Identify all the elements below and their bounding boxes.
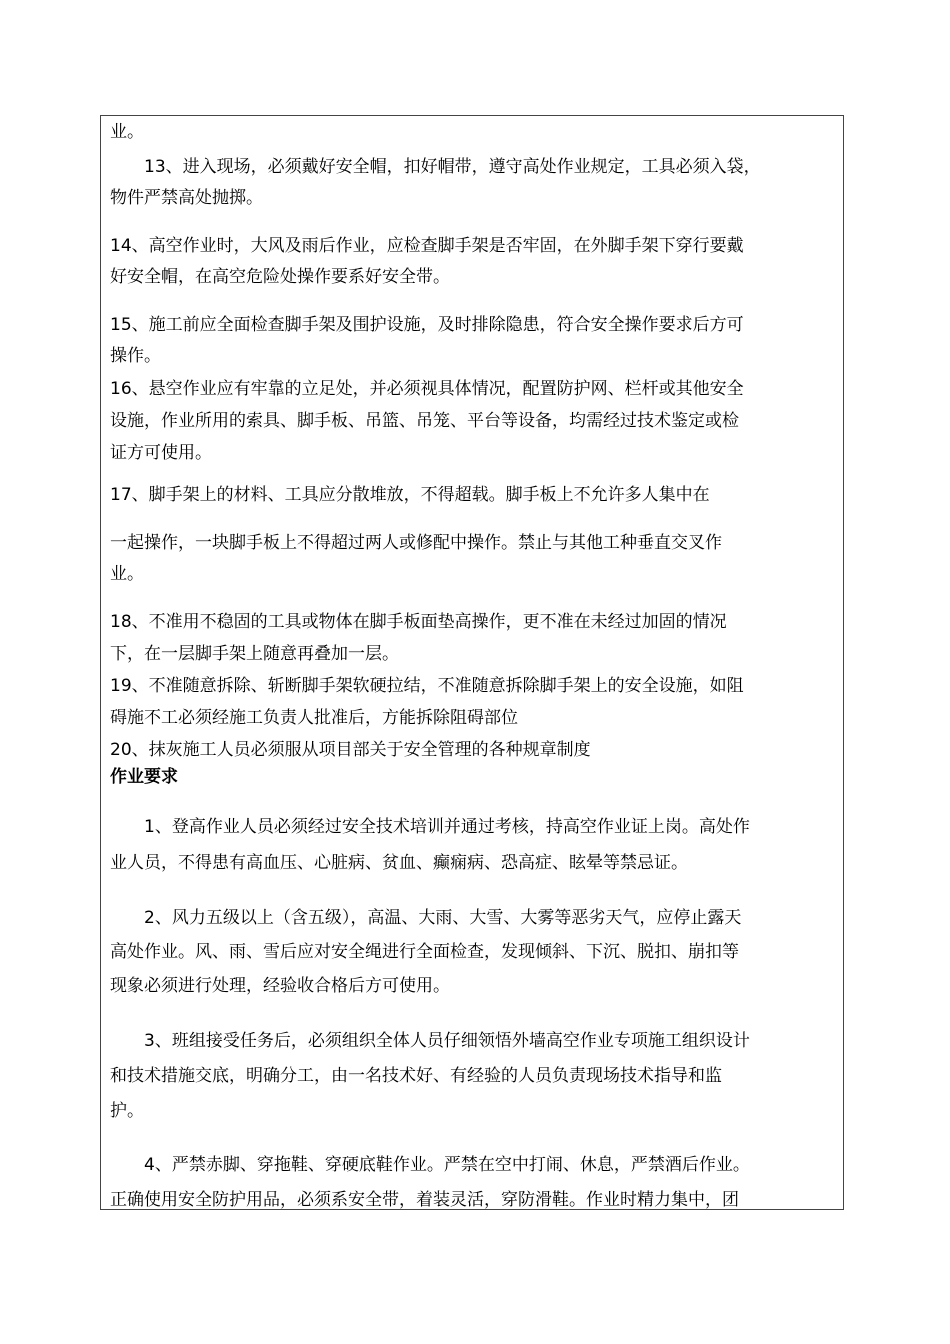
text-line: 操作。: [110, 346, 161, 366]
text-line: 业。: [110, 564, 144, 584]
text-line: 业。: [110, 122, 144, 142]
text-line: 护。: [110, 1101, 144, 1121]
text-line: 3、班组接受任务后，必须组织全体人员仔细领悟外墙高空作业专项施工组织设计: [110, 1031, 750, 1051]
text-line: 证方可使用。: [110, 443, 212, 463]
text-line: 16、悬空作业应有牢靠的立足处，并必须视具体情况，配置防护网、栏杆或其他安全: [110, 379, 744, 399]
text-line: 碍施不工必须经施工负责人批准后，方能拆除阻碍部位: [110, 708, 518, 728]
text-line: 13、进入现场，必须戴好安全帽，扣好帽带，遵守高处作业规定，工具必须入袋，: [110, 157, 761, 177]
section-heading: 作业要求: [110, 767, 178, 787]
text-line: 下，在一层脚手架上随意再叠加一层。: [110, 644, 399, 664]
text-line: 15、施工前应全面检查脚手架及围护设施，及时排除隐患，符合安全操作要求后方可: [110, 315, 744, 335]
text-line: 20、抹灰施工人员必须服从项目部关于安全管理的各种规章制度: [110, 740, 591, 760]
text-line: 物件严禁高处抛掷。: [110, 188, 263, 208]
text-line: 14、高空作业时，大风及雨后作业，应检查脚手架是否牢固，在外脚手架下穿行要戴: [110, 236, 744, 256]
text-line: 和技术措施交底，明确分工，由一名技术好、有经验的人员负责现场技术指导和监: [110, 1066, 722, 1086]
text-line: 设施，作业所用的索具、脚手板、吊篮、吊笼、平台等设备，均需经过技术鉴定或检: [110, 411, 739, 431]
text-line: 好安全帽，在高空危险处操作要系好安全带。: [110, 267, 450, 287]
text-line: 4、严禁赤脚、穿拖鞋、穿硬底鞋作业。严禁在空中打闹、休息，严禁酒后作业。: [110, 1155, 750, 1175]
text-line: 17、脚手架上的材料、工具应分散堆放，不得超载。脚手板上不允许多人集中在: [110, 485, 710, 505]
text-line: 正确使用安全防护用品，必须系安全带，着装灵活，穿防滑鞋。作业时精力集中，团: [110, 1190, 739, 1210]
text-line: 2、风力五级以上（含五级），高温、大雨、大雪、大雾等恶劣天气，应停止露天: [110, 908, 742, 928]
text-line: 业人员，不得患有高血压、心脏病、贫血、癫痫病、恐高症、眩晕等禁忌证。: [110, 853, 688, 873]
text-line: 18、不准用不稳固的工具或物体在脚手板面垫高操作，更不准在未经过加固的情况: [110, 612, 727, 632]
text-line: 现象必须进行处理，经验收合格后方可使用。: [110, 976, 450, 996]
text-line: 19、不准随意拆除、斩断脚手架软硬拉结，不准随意拆除脚手架上的安全设施，如阻: [110, 676, 744, 696]
text-line: 高处作业。风、雨、雪后应对安全绳进行全面检查，发现倾斜、下沉、脱扣、崩扣等: [110, 942, 739, 962]
text-line: 一起操作，一块脚手板上不得超过两人或修配中操作。禁止与其他工种垂直交叉作: [110, 533, 722, 553]
text-line: 1、登高作业人员必须经过安全技术培训并通过考核，持高空作业证上岗。高处作: [110, 817, 750, 837]
